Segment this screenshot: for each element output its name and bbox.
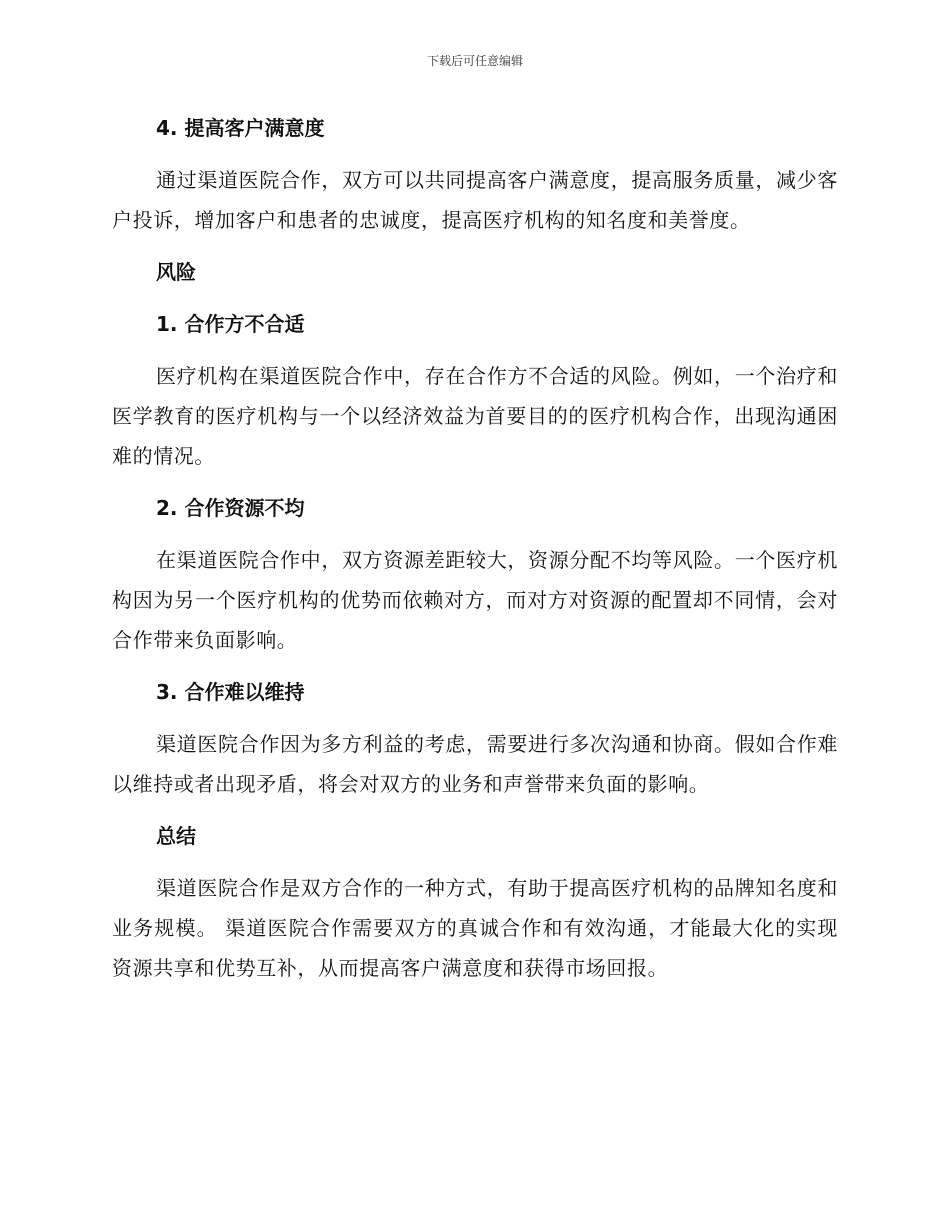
paragraph-summary: 渠道医院合作是双方合作的一种方式，有助于提高医疗机构的品牌知名度和业务规模。 渠道医院合作需要双方的真诚合作和有效沟通，才能最大化的实现资源共享和优势互补，从而提高客户满意度和获得市场回报。	[112, 876, 838, 980]
page-header: 下载后可任意编辑	[426, 54, 523, 68]
heading-improve-satisfaction: 4. 提高客户满意度	[156, 116, 325, 140]
heading-uneven-resources: 2. 合作资源不均	[156, 496, 305, 520]
paragraph-uneven-resources: 在渠道医院合作中，双方资源差距较大，资源分配不均等风险。一个医疗机构因为另一个医疗机构的优势而依赖对方，而对方对资源的配置却不同情，会对合作带来负面影响。	[112, 548, 838, 652]
heading-risks: 风险	[156, 260, 196, 284]
paragraph-unsuitable-partner: 医疗机构在渠道医院合作中，存在合作方不合适的风险。例如，一个治疗和医学教育的医疗机构与一个以经济效益为首要目的的医疗机构合作，出现沟通困难的情况。	[112, 364, 838, 468]
heading-hard-to-maintain: 3. 合作难以维持	[156, 680, 305, 704]
document-body	[112, 108, 838, 988]
heading-unsuitable-partner: 1. 合作方不合适	[156, 312, 305, 336]
paragraph-hard-to-maintain: 渠道医院合作因为多方利益的考虑，需要进行多次沟通和协商。假如合作难以维持或者出现矛盾，将会对双方的业务和声誉带来负面的影响。	[112, 732, 838, 796]
paragraph-improve-satisfaction: 通过渠道医院合作，双方可以共同提高客户满意度，提高服务质量，减少客户投诉，增加客户和患者的忠诚度，提高医疗机构的知名度和美誉度。	[112, 168, 838, 232]
heading-summary: 总结	[156, 824, 196, 848]
